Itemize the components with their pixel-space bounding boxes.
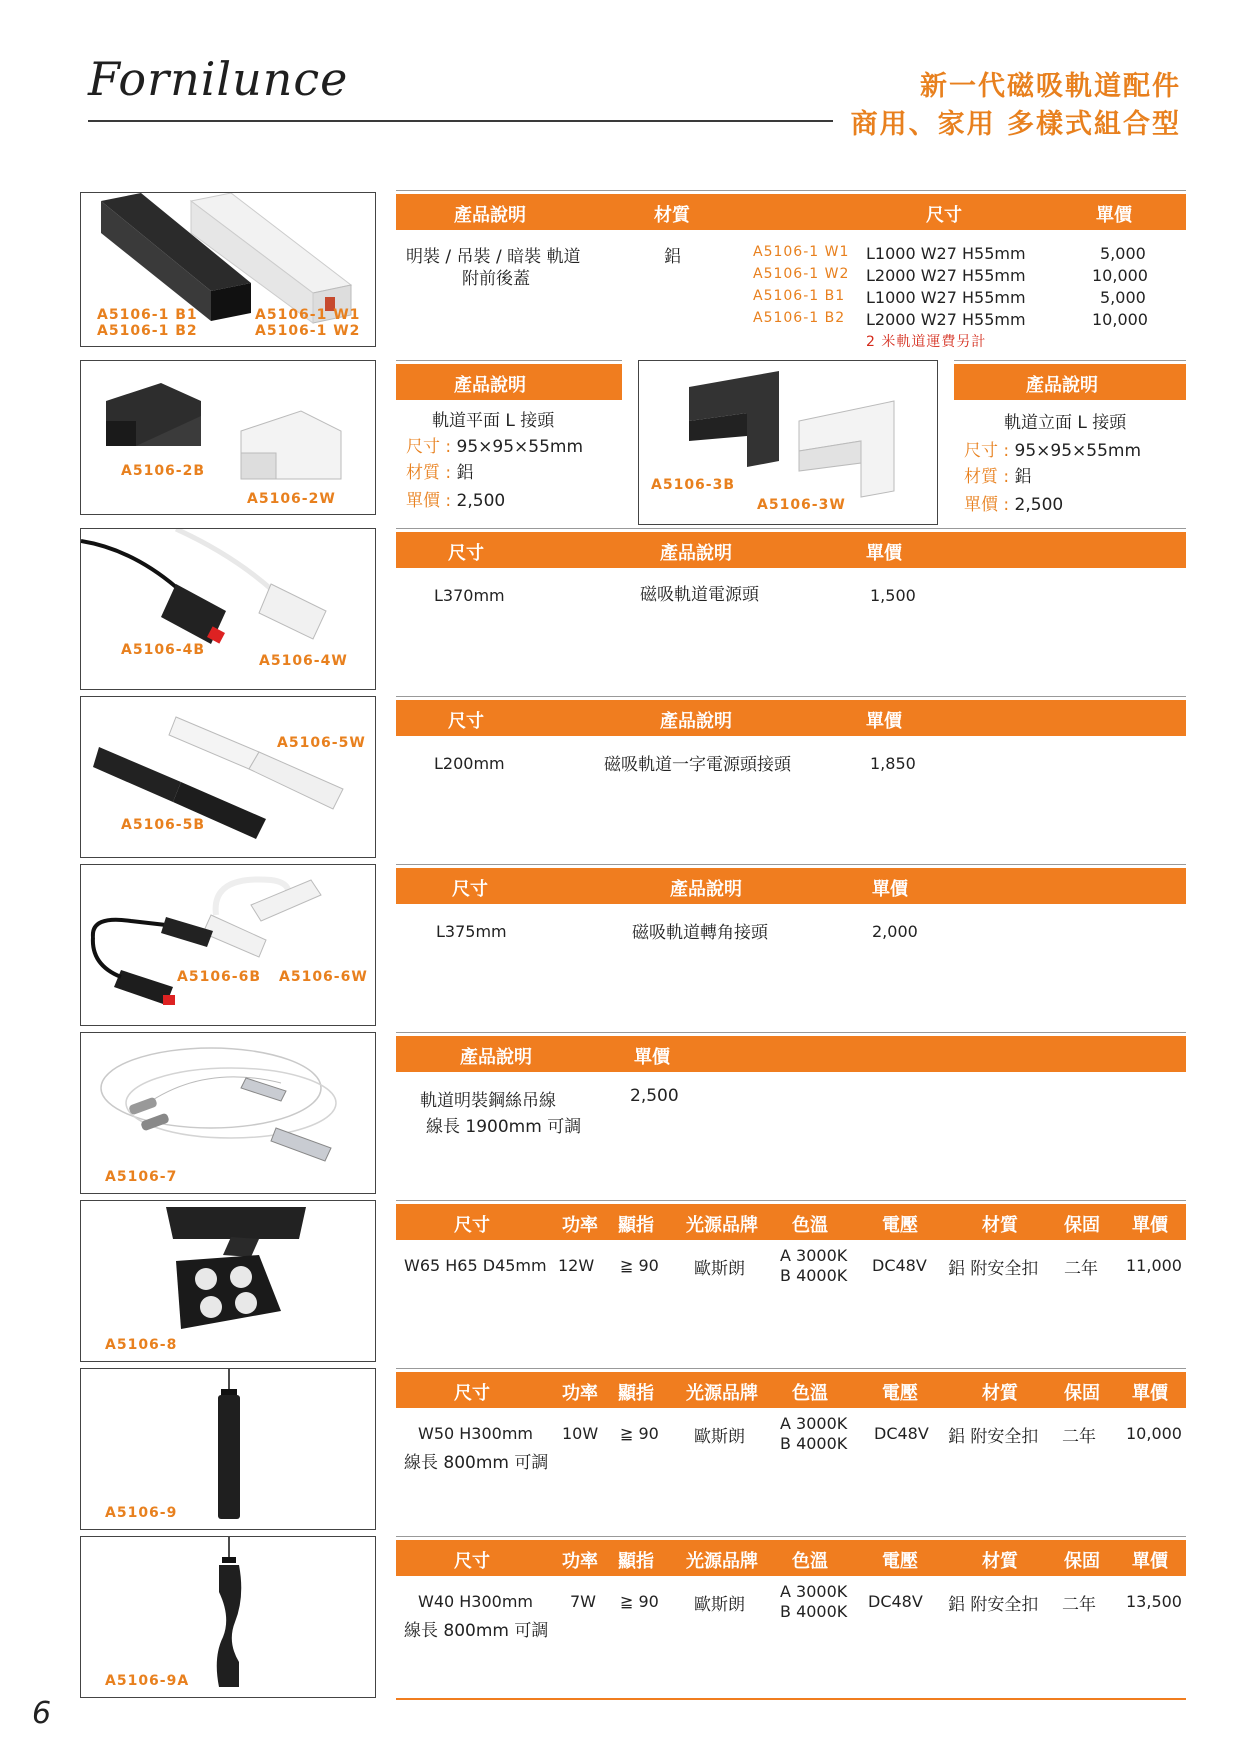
row7-ct-a: A 3000K xyxy=(780,1246,848,1265)
code-a5106-1b2: A5106-1 B2 xyxy=(97,323,198,339)
row1-desc-1: 明裝 / 吊裝 / 暗裝 軌道 xyxy=(406,247,581,267)
hdr-color-temp: 色溫 xyxy=(792,1215,828,1236)
row1-item-price: 5,000 xyxy=(1100,244,1146,263)
size-label: 尺寸 : xyxy=(964,441,1010,461)
material-label: 材質 : xyxy=(964,467,1010,487)
price-value: 2,500 xyxy=(456,491,506,511)
row2-right-name: 軌道立面 L 接頭 xyxy=(1004,413,1127,433)
row2-right-header xyxy=(954,364,1186,400)
product-image-pendant-light xyxy=(80,1368,376,1530)
row3-price: 1,500 xyxy=(870,586,916,605)
row8-cord: 線長 800mm 可調 xyxy=(404,1453,549,1473)
hdr-color-temp: 色溫 xyxy=(792,1551,828,1572)
row3-desc: 磁吸軌道電源頭 xyxy=(640,585,759,605)
product-image-twisted-pendant xyxy=(80,1536,376,1698)
hdr-material: 材質 xyxy=(982,1215,1018,1236)
row8-brand: 歐斯朗 xyxy=(694,1427,745,1447)
hdr-material: 材質 xyxy=(654,205,690,226)
hdr-price: 單價 xyxy=(634,1047,670,1068)
row8-ct-b: B 4000K xyxy=(780,1434,848,1453)
material-value: 鋁 xyxy=(456,463,474,483)
material-value: 鋁 xyxy=(1014,467,1032,487)
row7-material: 鋁 附安全扣 xyxy=(948,1259,1039,1279)
row8-voltage: DC48V xyxy=(874,1424,929,1443)
footer-rule xyxy=(396,1698,1186,1700)
row4-desc: 磁吸軌道一字電源頭接頭 xyxy=(604,755,791,775)
price-label: 單價 : xyxy=(406,491,452,511)
row8-warranty: 二年 xyxy=(1062,1427,1096,1447)
hdr-warranty: 保固 xyxy=(1064,1383,1100,1404)
row7-cri: ≧ 90 xyxy=(620,1256,659,1275)
row7-power: 12W xyxy=(558,1256,595,1275)
row1-desc-2: 附前後蓋 xyxy=(462,269,530,289)
hdr-size: 尺寸 xyxy=(454,1551,490,1572)
price-value: 2,500 xyxy=(1014,495,1064,515)
page-subtitle: 商用、家用 多樣式組合型 xyxy=(850,109,1181,140)
row7-header-bar xyxy=(396,1204,1186,1240)
hdr-price: 單價 xyxy=(1096,205,1132,226)
row5-top-rule xyxy=(396,864,1186,865)
row5-header-bar xyxy=(396,868,1186,904)
row8-price: 10,000 xyxy=(1126,1424,1182,1443)
code-a5106-6b: A5106-6B xyxy=(177,969,262,985)
size-label: 尺寸 : xyxy=(406,437,452,457)
code-a5106-2w: A5106-2W xyxy=(247,491,336,507)
product-image-corner-connector xyxy=(80,864,376,1026)
row2-right-price xyxy=(964,490,1063,515)
hdr-color-temp: 色溫 xyxy=(792,1383,828,1404)
row5-desc: 磁吸軌道轉角接頭 xyxy=(632,923,768,943)
row9-cord: 線長 800mm 可調 xyxy=(404,1621,549,1641)
row6-desc-1: 軌道明裝鋼絲吊線 xyxy=(420,1091,556,1111)
row6-top-rule xyxy=(396,1032,1186,1033)
row8-cri: ≧ 90 xyxy=(620,1424,659,1443)
row8-material: 鋁 附安全扣 xyxy=(948,1427,1039,1447)
code-a5106-8: A5106-8 xyxy=(105,1337,178,1353)
material-label: 材質 : xyxy=(406,463,452,483)
price-label: 單價 : xyxy=(964,495,1010,515)
code-a5106-6w: A5106-6W xyxy=(279,969,368,985)
hdr-voltage: 電壓 xyxy=(882,1383,918,1404)
row7-brand: 歐斯朗 xyxy=(694,1259,745,1279)
row5-size: L375mm xyxy=(436,922,507,941)
code-a5106-3w: A5106-3W xyxy=(757,497,846,513)
hdr-desc: 產品說明 xyxy=(670,879,742,900)
hdr-desc: 產品說明 xyxy=(454,375,526,396)
row1-top-rule xyxy=(396,190,1186,191)
size-value: 95×95×55mm xyxy=(456,437,584,457)
row9-power: 7W xyxy=(570,1592,596,1611)
row7-ct-b: B 4000K xyxy=(780,1266,848,1285)
code-a5106-9a: A5106-9A xyxy=(105,1673,190,1689)
row7-price: 11,000 xyxy=(1126,1256,1182,1275)
code-a5106-1b1: A5106-1 B1 xyxy=(97,307,198,323)
row8-top-rule xyxy=(396,1368,1186,1369)
hdr-cri: 顯指 xyxy=(618,1383,654,1404)
product-image-flat-l xyxy=(80,360,376,515)
hdr-power: 功率 xyxy=(562,1551,598,1572)
row2-left-rule xyxy=(396,360,622,361)
row1-item-price: 10,000 xyxy=(1092,266,1148,285)
hdr-desc: 產品說明 xyxy=(1026,375,1098,396)
product-image-grille-light xyxy=(80,1200,376,1362)
hdr-size: 尺寸 xyxy=(452,879,488,900)
row1-item-size: L2000 W27 H55mm xyxy=(866,266,1026,285)
row1-item-code: A5106-1 W1 xyxy=(753,244,850,260)
row8-header-bar xyxy=(396,1372,1186,1408)
brand-logo: Fornilunce xyxy=(88,52,349,106)
row2-left-name: 軌道平面 L 接頭 xyxy=(432,411,555,431)
row1-item-size: L1000 W27 H55mm xyxy=(866,244,1026,263)
row4-top-rule xyxy=(396,696,1186,697)
hdr-warranty: 保固 xyxy=(1064,1215,1100,1236)
hdr-price: 單價 xyxy=(872,879,908,900)
code-a5106-2b: A5106-2B xyxy=(121,463,206,479)
header-divider xyxy=(88,120,833,122)
row6-price: 2,500 xyxy=(630,1086,679,1106)
product-image-track xyxy=(80,192,376,347)
code-a5106-4b: A5106-4B xyxy=(121,642,206,658)
hdr-power: 功率 xyxy=(562,1383,598,1404)
page-title: 新一代磁吸軌道配件 xyxy=(920,71,1181,102)
hdr-size: 尺寸 xyxy=(926,205,962,226)
row1-material: 鋁 xyxy=(664,247,681,267)
row4-header-bar xyxy=(396,700,1186,736)
hdr-size: 尺寸 xyxy=(454,1383,490,1404)
row9-size: W40 H300mm xyxy=(418,1592,534,1611)
row6-desc-2: 線長 1900mm 可調 xyxy=(426,1117,582,1137)
row2-left-price xyxy=(406,486,505,511)
product-image-vertical-l xyxy=(638,360,938,525)
row1-item-code: A5106-1 W2 xyxy=(753,266,850,282)
row7-top-rule xyxy=(396,1200,1186,1201)
hdr-desc: 產品說明 xyxy=(660,711,732,732)
hdr-size: 尺寸 xyxy=(454,1215,490,1236)
row1-item-price: 10,000 xyxy=(1092,310,1148,329)
row2-left-size xyxy=(406,432,583,457)
code-a5106-5w: A5106-5W xyxy=(277,735,366,751)
hdr-brand: 光源品牌 xyxy=(686,1215,758,1236)
hdr-warranty: 保固 xyxy=(1064,1551,1100,1572)
row1-header-bar xyxy=(396,194,1186,230)
row9-top-rule xyxy=(396,1536,1186,1537)
hdr-cri: 顯指 xyxy=(618,1215,654,1236)
row1-item-size: L1000 W27 H55mm xyxy=(866,288,1026,307)
row1-item-price: 5,000 xyxy=(1100,288,1146,307)
row4-price: 1,850 xyxy=(870,754,916,773)
row8-ct-a: A 3000K xyxy=(780,1414,848,1433)
size-value: 95×95×55mm xyxy=(1014,441,1142,461)
row8-size: W50 H300mm xyxy=(418,1424,534,1443)
code-a5106-3b: A5106-3B xyxy=(651,477,736,493)
hdr-material: 材質 xyxy=(982,1383,1018,1404)
row8-power: 10W xyxy=(562,1424,599,1443)
hdr-material: 材質 xyxy=(982,1551,1018,1572)
hdr-desc: 產品說明 xyxy=(660,543,732,564)
hdr-voltage: 電壓 xyxy=(882,1551,918,1572)
hdr-size: 尺寸 xyxy=(448,543,484,564)
row9-warranty: 二年 xyxy=(1062,1595,1096,1615)
row9-ct-a: A 3000K xyxy=(780,1582,848,1601)
row1-item-code: A5106-1 B1 xyxy=(753,288,846,304)
hdr-price: 單價 xyxy=(1132,1551,1168,1572)
code-a5106-7: A5106-7 xyxy=(105,1169,178,1185)
hdr-price: 單價 xyxy=(1132,1383,1168,1404)
row7-warranty: 二年 xyxy=(1064,1259,1098,1279)
row9-brand: 歐斯朗 xyxy=(694,1595,745,1615)
code-a5106-5b: A5106-5B xyxy=(121,817,206,833)
row2-left-material xyxy=(406,458,474,483)
hdr-desc: 產品說明 xyxy=(454,205,526,226)
code-a5106-9: A5106-9 xyxy=(105,1505,178,1521)
row3-top-rule xyxy=(396,528,1186,529)
row4-size: L200mm xyxy=(434,754,505,773)
row9-header-bar xyxy=(396,1540,1186,1576)
row9-cri: ≧ 90 xyxy=(620,1592,659,1611)
row3-header-bar xyxy=(396,532,1186,568)
hdr-price: 單價 xyxy=(866,543,902,564)
row1-shipping-note: 2 米軌道運費另計 xyxy=(866,334,987,350)
hdr-power: 功率 xyxy=(562,1215,598,1236)
product-image-power-head xyxy=(80,528,376,690)
row9-price: 13,500 xyxy=(1126,1592,1182,1611)
hdr-voltage: 電壓 xyxy=(882,1215,918,1236)
straight-connector-illustration xyxy=(81,697,376,858)
code-a5106-4w: A5106-4W xyxy=(259,653,348,669)
row9-material: 鋁 附安全扣 xyxy=(948,1595,1039,1615)
hdr-price: 單價 xyxy=(1132,1215,1168,1236)
row9-voltage: DC48V xyxy=(868,1592,923,1611)
row7-voltage: DC48V xyxy=(872,1256,927,1275)
hdr-brand: 光源品牌 xyxy=(686,1383,758,1404)
row2-right-material xyxy=(964,462,1032,487)
row6-header-bar xyxy=(396,1036,1186,1072)
code-a5106-1w2: A5106-1 W2 xyxy=(255,323,361,339)
hdr-desc: 產品說明 xyxy=(460,1047,532,1068)
hdr-cri: 顯指 xyxy=(618,1551,654,1572)
row1-item-code: A5106-1 B2 xyxy=(753,310,846,326)
row2-right-size xyxy=(964,436,1141,461)
row2-right-rule xyxy=(954,360,1186,361)
row3-size: L370mm xyxy=(434,586,505,605)
page-number: 6 xyxy=(32,1696,52,1731)
hdr-price: 單價 xyxy=(866,711,902,732)
row2-left-header xyxy=(396,364,622,400)
row7-size: W65 H65 D45mm xyxy=(404,1256,547,1275)
product-image-straight-connector xyxy=(80,696,376,858)
row1-item-size: L2000 W27 H55mm xyxy=(866,310,1026,329)
product-image-wire-suspension xyxy=(80,1032,376,1194)
hdr-brand: 光源品牌 xyxy=(686,1551,758,1572)
code-a5106-1w1: A5106-1 W1 xyxy=(255,307,361,323)
row9-ct-b: B 4000K xyxy=(780,1602,848,1621)
row5-price: 2,000 xyxy=(872,922,918,941)
hdr-size: 尺寸 xyxy=(448,711,484,732)
corner-connector-illustration xyxy=(81,865,376,1026)
